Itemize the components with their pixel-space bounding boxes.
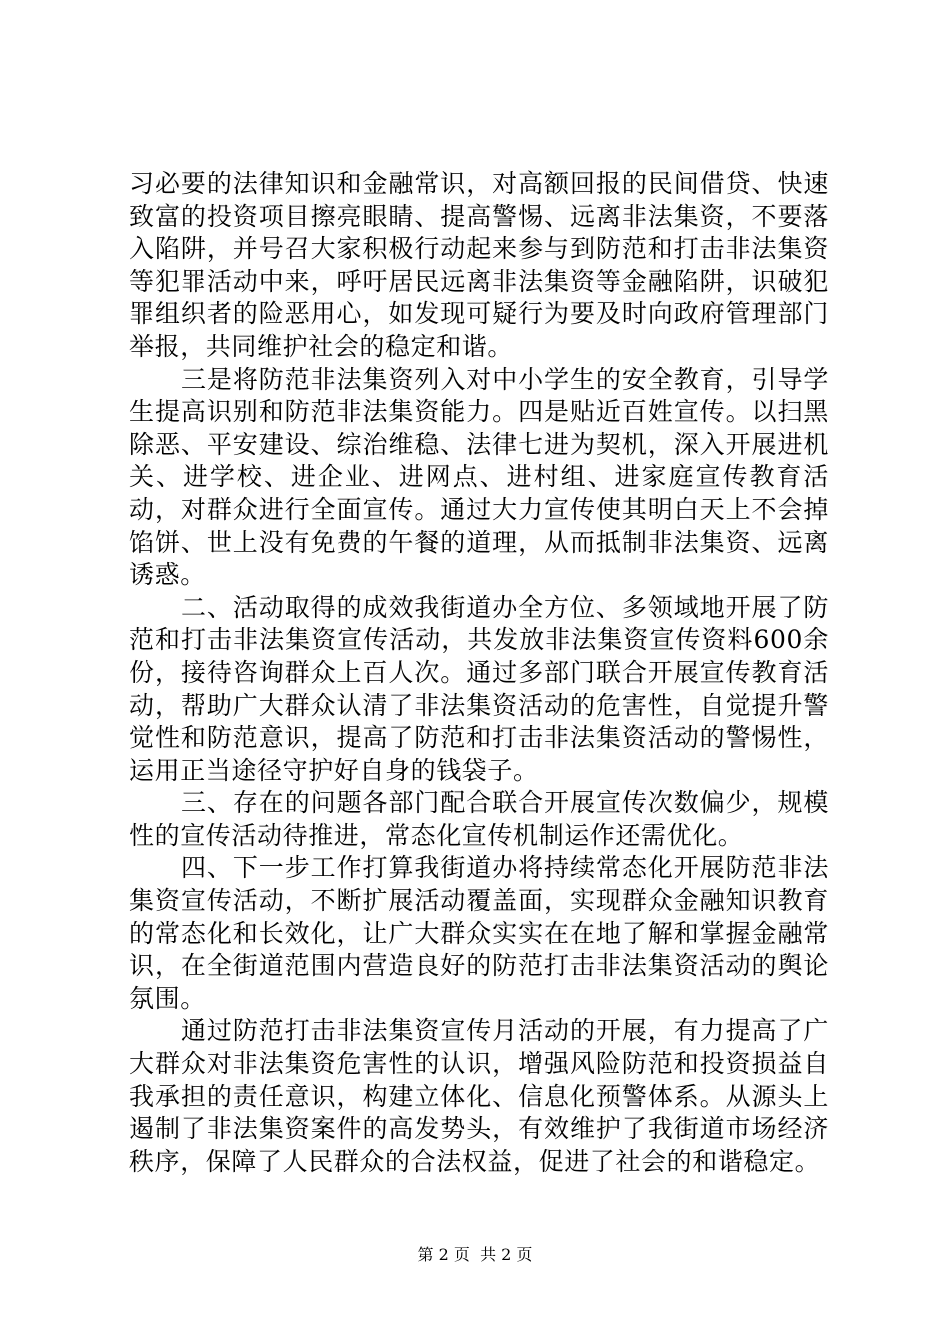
paragraph-continuation: 习必要的法律知识和金融常识，对高额回报的民间借贷、快速致富的投资项目擦亮眼睛、提高警惕、远离非法集资，不要落入陷阱，并号召大家积极行动起来参与到防范和打击非法集资等犯罪活动中来，呼吁居民远离非法集资等金融陷阱，识破犯罪组织者的险恶用心，如发现可疑行为要及时向政府管理部门举报，共同维护社会的稳定和谐。 [129,169,829,361]
paragraph-education-outreach: 三是将防范非法集资列入对中小学生的安全教育，引导学生提高识别和防范非法集资能力。四是贴近百姓宣传。以扫黑除恶、平安建设、综治维稳、法律七进为契机，深入开展进机关、进学校、进企业、进网点、进村组、进家庭宣传教育活动，对群众进行全面宣传。通过大力宣传使其明白天上不会掉馅饼、世上没有免费的午餐的道理，从而抵制非法集资、远离诱惑。 [129,364,829,590]
paragraph-conclusion: 通过防范打击非法集资宣传月活动的开展，有力提高了广大群众对非法集资危害性的认识，增强风险防范和投资损益自我承担的责任意识，构建立体化、信息化预警体系。从源头上遏制了非法集资案件的高发势头，有效维护了我街道市场经济秩序，保障了人民群众的合法权益，促进了社会的和谐稳定。 [129,1016,829,1176]
page-number-footer: 第 2 页 共 2 页 [417,1245,533,1264]
body-text [129,168,829,1178]
paragraph-problems: 三、存在的问题各部门配合联合开展宣传次数偏少，规模性的宣传活动待推进，常态化宣传机制运作还需优化。 [129,788,829,850]
paragraph-next-steps: 四、下一步工作打算我街道办将持续常态化开展防范非法集资宣传活动，不断扩展活动覆盖面，实现群众金融知识教育的常态化和长效化，让广大群众实实在在地了解和掌握金融常识，在全街道范围内营造良好的防范打击非法集资活动的舆论氛围。 [129,853,829,1013]
paragraph-achievements: 二、活动取得的成效我街道办全方位、多领域地开展了防范和打击非法集资宣传活动，共发放非法集资宣传资料600余份，接待咨询群众上百人次。通过多部门联合开展宣传教育活动，帮助广大群众认清了非法集资活动的危害性，自觉提升警觉性和防范意识，提高了防范和打击非法集资活动的警惕性，运用正当途径守护好自身的钱袋子。 [129,592,829,785]
